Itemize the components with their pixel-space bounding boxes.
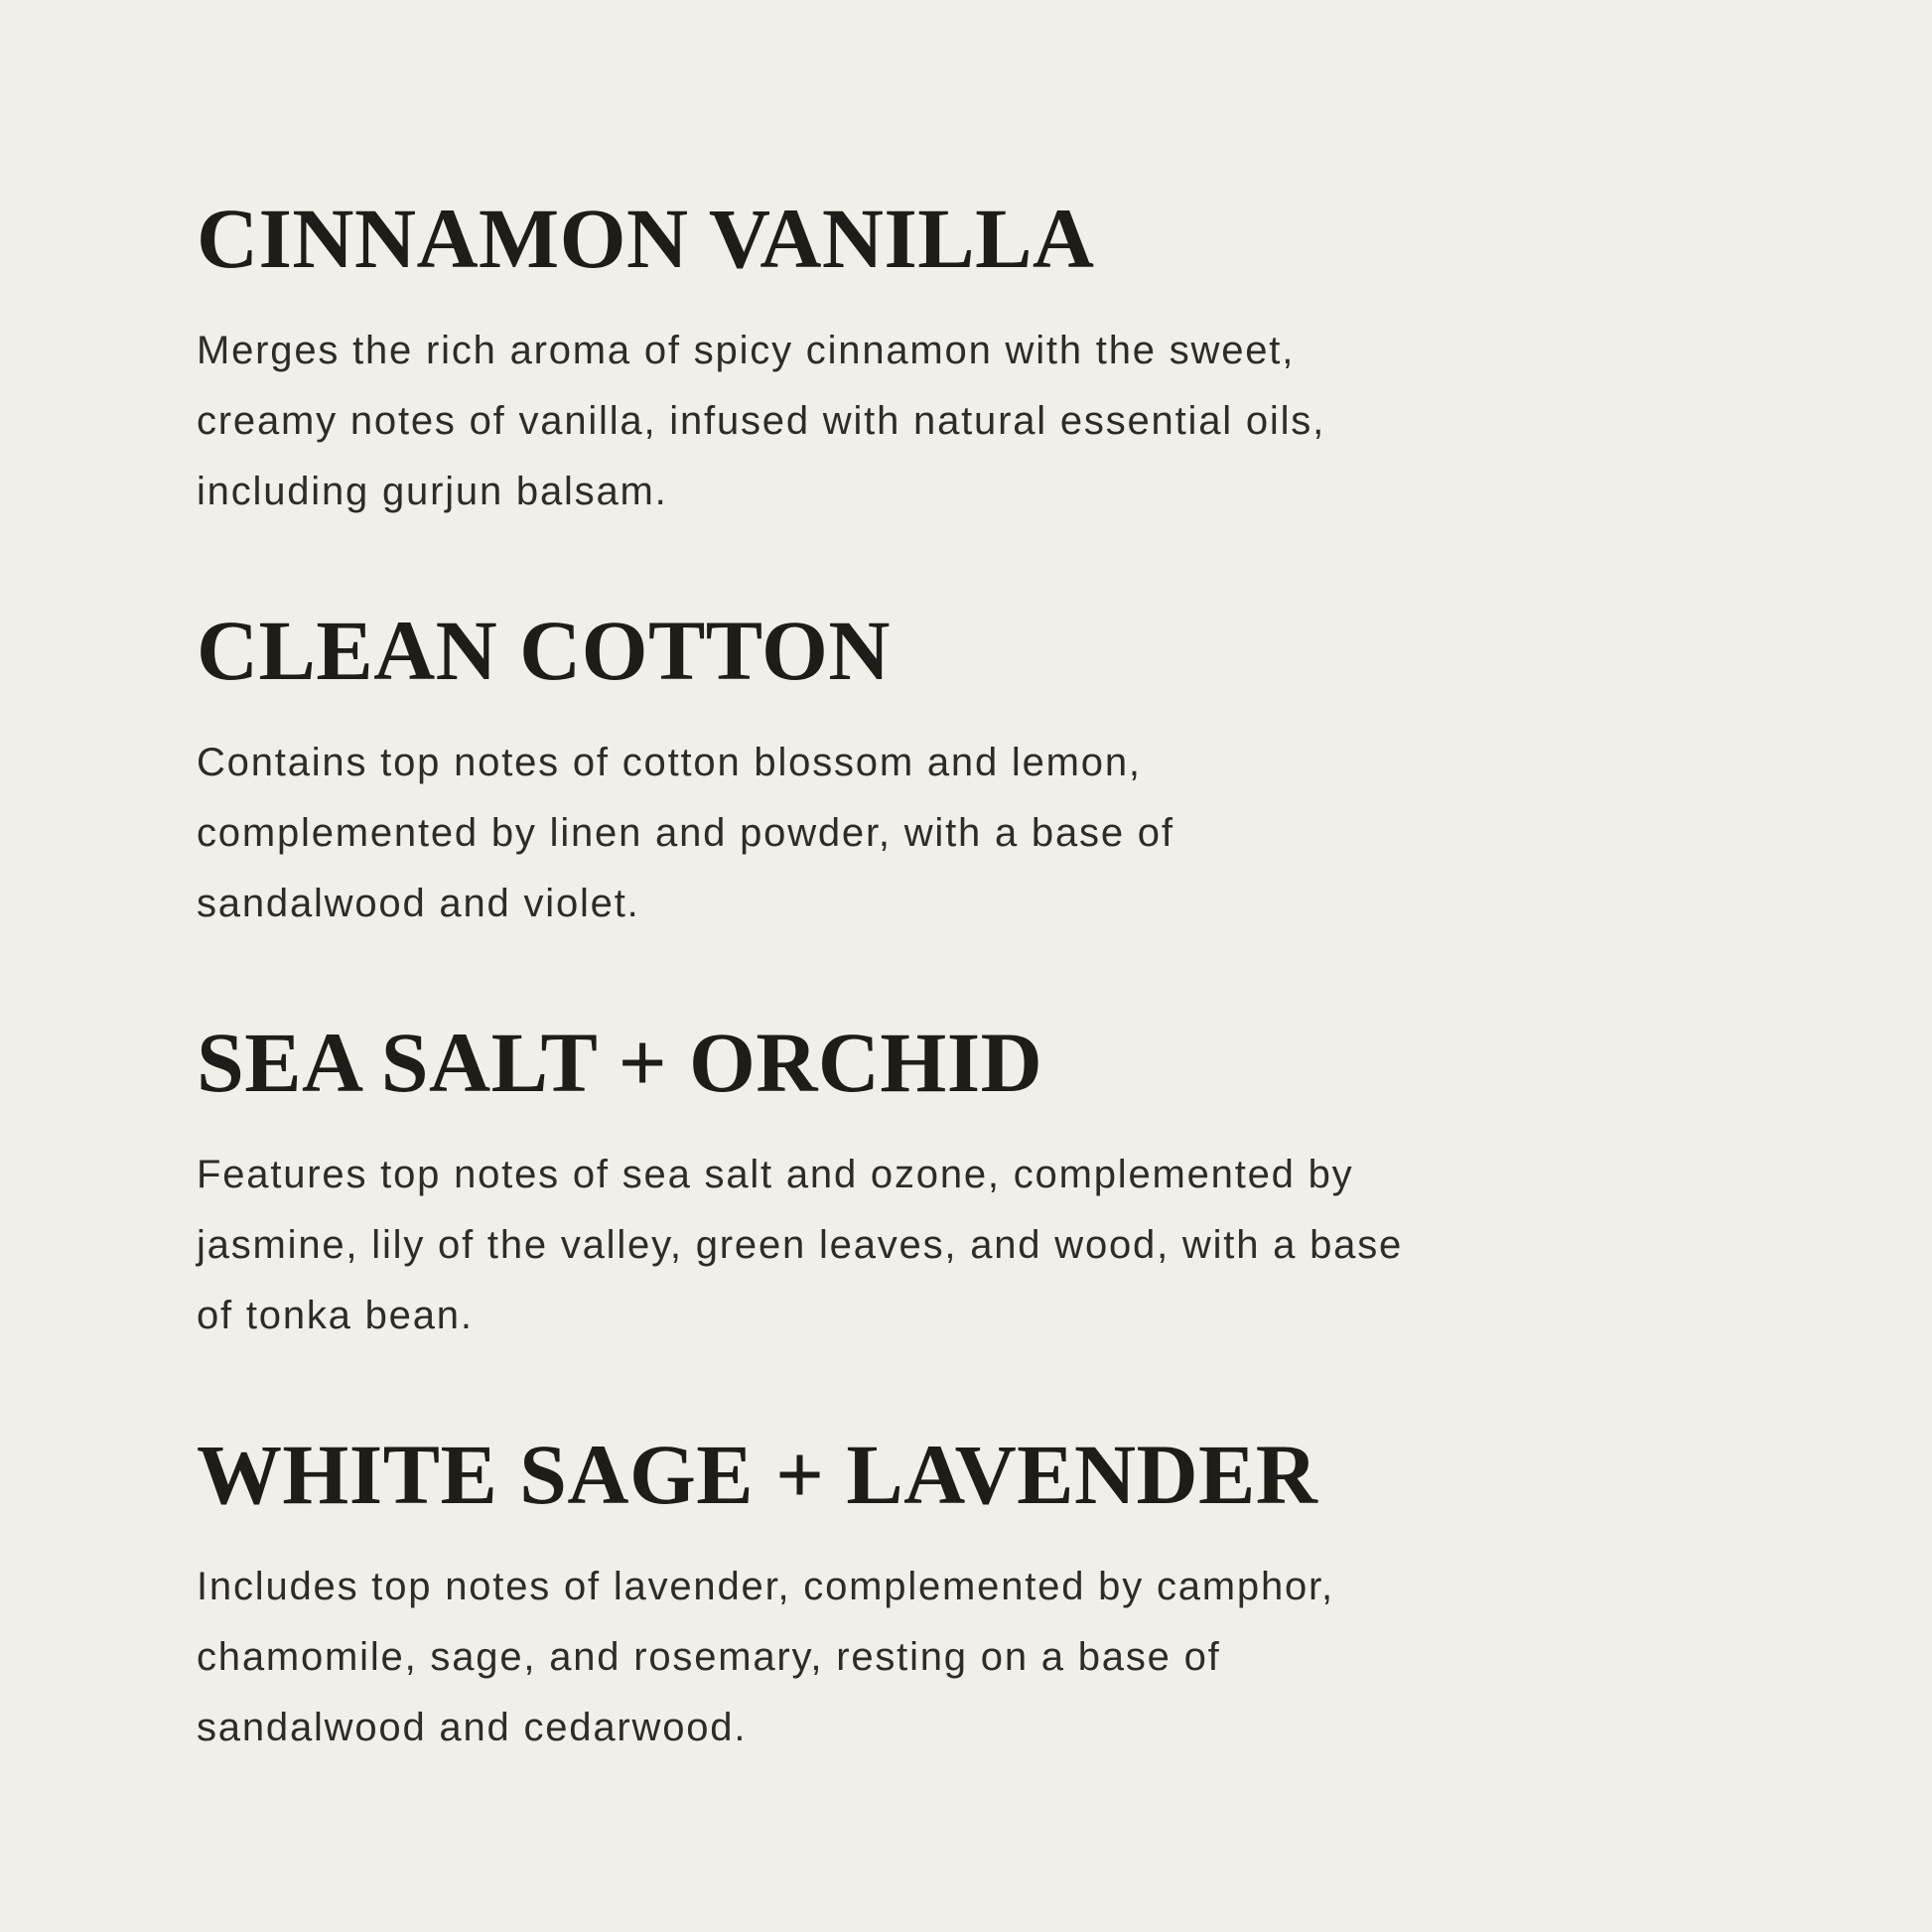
scent-description — [197, 1552, 1666, 1763]
section-sea-salt-orchid — [197, 1015, 1733, 1351]
description-line: of tonka bean. — [197, 1294, 474, 1337]
description-line: Includes top notes of lavender, complemented by camphor, — [197, 1565, 1334, 1608]
section-clean-cotton — [197, 603, 1733, 939]
description-line: creamy notes of vanilla, infused with natural essential oils, — [197, 399, 1325, 443]
description-line: sandalwood and cedarwood. — [197, 1706, 748, 1749]
scent-description — [197, 1140, 1666, 1351]
scent-title: SEA SALT + ORCHID — [197, 1015, 1043, 1110]
description-line: complemented by linen and powder, with a base of — [197, 811, 1174, 855]
section-cinnamon-vanilla — [197, 191, 1733, 527]
description-line: jasmine, lily of the valley, green leaves, and wood, with a base — [197, 1223, 1404, 1267]
description-line: Merges the rich aroma of spicy cinnamon with the sweet, — [197, 329, 1296, 372]
scent-description — [197, 728, 1666, 939]
description-line: sandalwood and violet. — [197, 882, 640, 925]
scent-title: CINNAMON VANILLA — [197, 191, 1095, 286]
description-line: chamomile, sage, and rosemary, resting on a base of — [197, 1635, 1221, 1679]
scent-description — [197, 316, 1666, 527]
description-line: Features top notes of sea salt and ozone, complemented by — [197, 1153, 1354, 1196]
scent-title: WHITE SAGE + LAVENDER — [197, 1427, 1318, 1522]
description-line: including gurjun balsam. — [197, 470, 668, 513]
description-line: Contains top notes of cotton blossom and lemon, — [197, 741, 1142, 784]
section-white-sage-lavender — [197, 1427, 1733, 1763]
scent-title: CLEAN COTTON — [197, 603, 891, 698]
